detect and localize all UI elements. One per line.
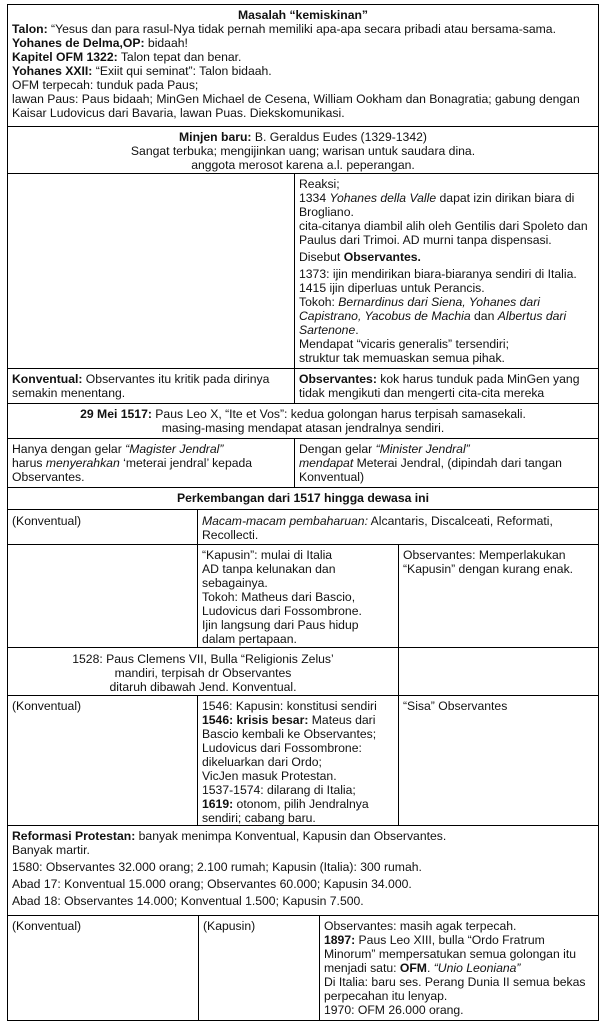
row-kemiskinan [8,5,598,126]
history-table [7,4,599,1021]
section-title: Masalah “kemiskinan” [237,8,369,22]
cell-kapusin-label: (Kapusin) [198,916,319,1020]
line-talon: Talon: “Yesus dan para rasul-Nya tidak pernah memiliki apa-apa secara pribadi atau bersama-sama. [12,22,556,36]
row-1517 [8,403,598,438]
cell-1546: 1546: Kapusin: konstitusi sendiri 1546: krisis besar: Mateus dari Bascio kembali ke Observantes; Ludovicus dari Fossombrone: dikeluarkan dari Ordo; VicJen masuk Protestan. 1537-1574: dilarang di Italia; 1619: otonom, pilih Jendralnya sendiri; cabang baru. [197,696,398,825]
cell-reaksi: Reaksi; 1334 Yohanes della Valle dapat izin dirikan biara di Brogliano. cita-citanya diambil alih oleh Gentilis dari Spoleto dan Paulus dari Trimoi. AD murni tanpa dispensasi. Disebut Observantes. 1373: ijin mendirikan biara-biaranya sendiri di Italia. 1415 ijin diperluas untuk Perancis. Tokoh: Bernardinus dari Siena, Yohanes dari Capistrano, Yacobus de Machia dan Albertus dari Sartenone. Mendapat “vicaris generalis” tersendiri; struktur tak memuaskan semua pihak. [294,174,598,368]
cell-observantes-kapusin: Observantes: Memperlakukan “Kapusin” dengan kurang enak. [398,545,598,647]
line-lawan-paus: lawan Paus: Paus bidaah; MinGen Michael de Cesena, William Ookham dan Bonagratia; gabung dengan Kaisar Ludovicus dari Bavaria, lawan Puas. Diekskomunikasi. [12,92,580,120]
cell-1517: 29 Mei 1517: Paus Leo X, “Ite et Vos”: kedua golongan harus terpisah samasekali. masing-masing mendapat atasan jendralnya sendiri. [80,407,526,435]
line-terpecah: OFM terpecah: tunduk pada Paus; [12,78,199,92]
row-reformasi [8,825,598,915]
cell-pembaharuan: Macam-macam pembaharuan: Alcantaris, Discalceati, Reformati, Recollecti. [197,510,598,544]
row-gelar [8,438,598,487]
cell-empty-left [8,174,294,368]
cell-minister: Dengan gelar “Minister Jendral” mendapat Meterai Jendral, (dipindah dari tangan Konventual) [294,439,598,487]
cell-perkembangan [8,488,598,509]
cell-empty [8,545,197,647]
cell-minjen-baru: Minjen baru: B. Geraldus Eudes (1329-1342) Sangat terbuka; mengijinkan uang; warisan untuk saudara dina. anggota merosot karena a.l. peperangan. [130,130,476,172]
cell-magister: Hanya dengan gelar “Magister Jendral” harus menyerahkan ‘meterai jendral’ kepada Observantes. [12,442,253,484]
cell-konventual-label: (Konventual) [12,919,82,933]
cell-1897: Observantes: masih agak terpecah. 1897: Paus Leo XIII, bulla “Ordo Fratrum Minorum” mempersatukan semua golongan itu menjadi satu: OFM. “Unio Leoniana” Di Italia: baru ses. Perang Dunia II semua bekas perpecahan itu lenyap. 1970: OFM 26.000 orang. [319,916,598,1020]
row-perkembangan [8,487,598,509]
cell-konventual-label: (Konventual) [12,699,82,713]
row-minjen-baru [8,126,598,173]
cell-konventual: Konventual: Observantes itu kritik pada dirinya semakin menentang. [12,372,270,400]
row-reaksi [8,173,598,368]
row-1897 [8,915,598,1020]
section-heading: Perkembangan dari 1517 hingga dewasa ini [177,491,429,505]
cell-reformasi: Reformasi Protestan: banyak menimpa Konventual, Kapusin dan Observantes. Banyak martir. 1580: Observantes 32.000 orang; 2.100 rumah; Kapusin (Italia): 300 rumah. Abad 17: Konventual 15.000 orang; Observantes 60.000; Kapusin 34.000. Abad 18: Observantes 14.000; Konventual 1.500; Kapusin 7.500. [12,829,447,908]
cell-empty [398,648,598,695]
line-yohanes-xxii: Yohanes XXII: “Exiit qui seminat”: Talon bidaah. [12,64,272,78]
row-1546 [8,695,598,825]
line-delma: Yohanes de Delma,OP: bidaah! [12,36,188,50]
row-kapusin-mulai [8,544,598,647]
cell-kapusin-mulai: “Kapusin”: mulai di Italia AD tanpa kelunakan dan sebagainya. Tokoh: Matheus dari Bascio, Ludovicus dari Fossombrone. Ijin langsung dari Paus hidup dalam pertapaan. [197,545,398,647]
row-konventual-observantes [8,368,598,403]
line-kapitel: Kapitel OFM 1322: Talon tepat dan benar. [12,50,242,64]
cell-1528: 1528: Paus Clemens VII, Bulla “Religionis Zelus’ mandiri, terpisah dr Observantes ditaruh dibawah Jend. Konventual. [72,652,334,694]
cell-konventual-label: (Konventual) [12,514,82,528]
cell-kemiskinan [8,5,598,126]
row-pembaharuan [8,509,598,544]
row-1528 [8,647,598,695]
cell-sisa-observantes: “Sisa” Observantes [398,696,598,825]
cell-observantes: Observantes: kok harus tunduk pada MinGen yang tidak mengikuti dan mengerti cita-cita mereka [294,369,598,403]
